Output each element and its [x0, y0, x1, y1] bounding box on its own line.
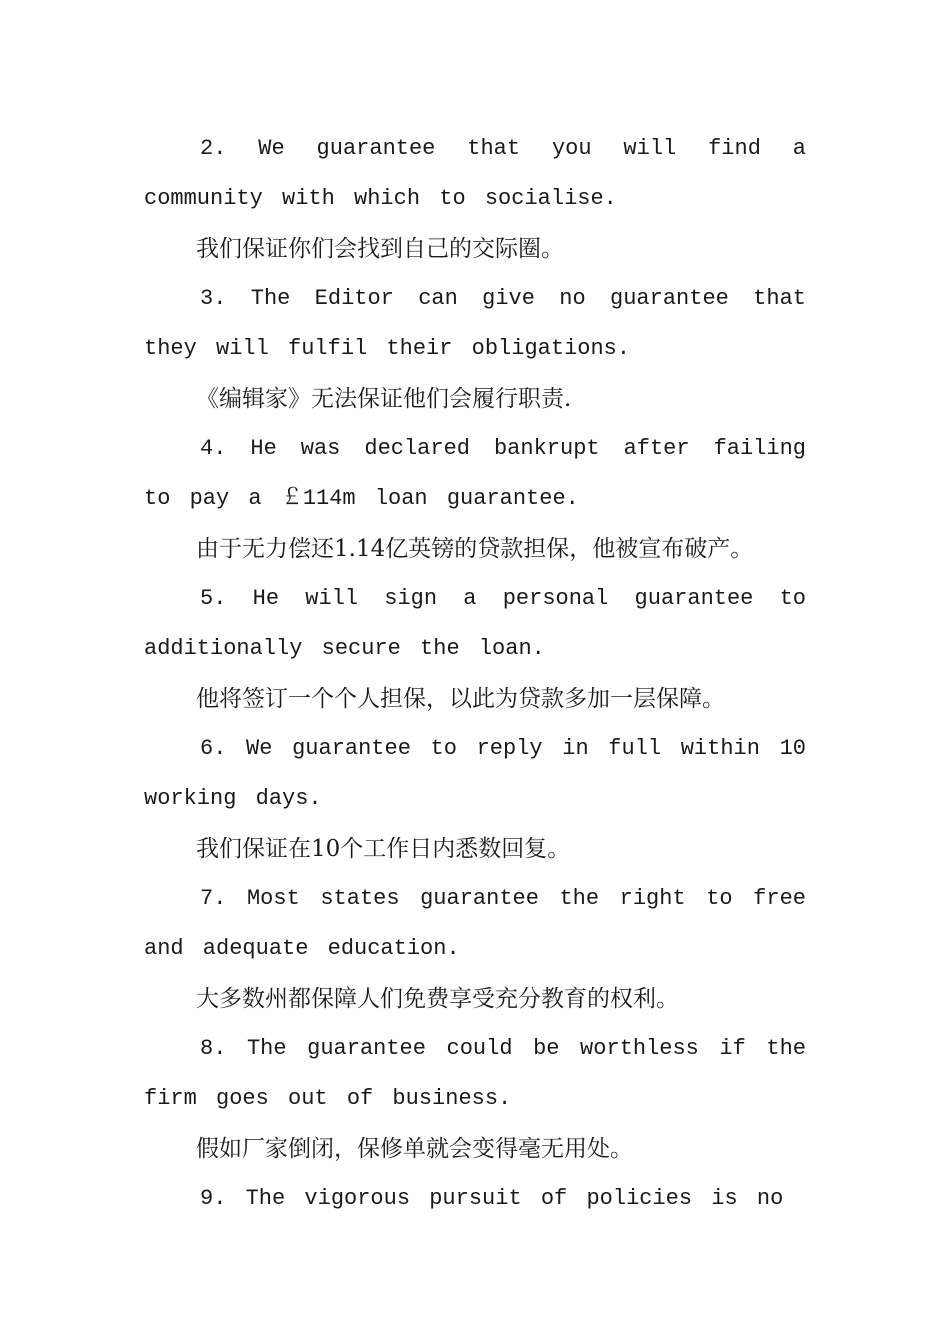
example-sentence-english: 4. He was declared bankrupt after failing to pay a ￡114m loan guarantee.	[144, 436, 806, 511]
example-sentence-chinese: 他将签订一个个人担保，以此为贷款多加一层保障。	[196, 686, 725, 712]
example-sentence-chinese: 我们保证你们会找到自己的交际圈。	[196, 236, 564, 262]
example-sentence-chinese: 我们保证在10个工作日内悉数回复。	[196, 836, 571, 862]
example-sentence-english: 7. Most states guarantee the right to free and adequate education.	[144, 886, 806, 961]
example-sentence-english: 3. The Editor can give no guarantee that they will fulfil their obligations.	[144, 286, 806, 361]
example-sentence-chinese: 《编辑家》无法保证他们会履行职责.	[196, 386, 572, 412]
example-sentence-english: 2. We guarantee that you will find a community with which to socialise.	[144, 136, 806, 211]
example-sentence-chinese: 由于无力偿还1.14亿英镑的贷款担保，他被宣布破产。	[196, 536, 754, 562]
example-sentence-english: 9. The vigorous pursuit of policies is no	[200, 1186, 784, 1211]
example-sentence-english: 6. We guarantee to reply in full within 10 working days.	[144, 736, 806, 811]
example-sentence-english: 8. The guarantee could be worthless if the firm goes out of business.	[144, 1036, 806, 1111]
example-sentence-english: 5. He will sign a personal guarantee to additionally secure the loan.	[144, 586, 806, 661]
example-sentence-chinese: 大多数州都保障人们免费享受充分教育的权利。	[196, 986, 679, 1012]
example-sentence-chinese: 假如厂家倒闭，保修单就会变得毫无用处。	[196, 1136, 633, 1162]
document-body	[144, 124, 806, 1224]
